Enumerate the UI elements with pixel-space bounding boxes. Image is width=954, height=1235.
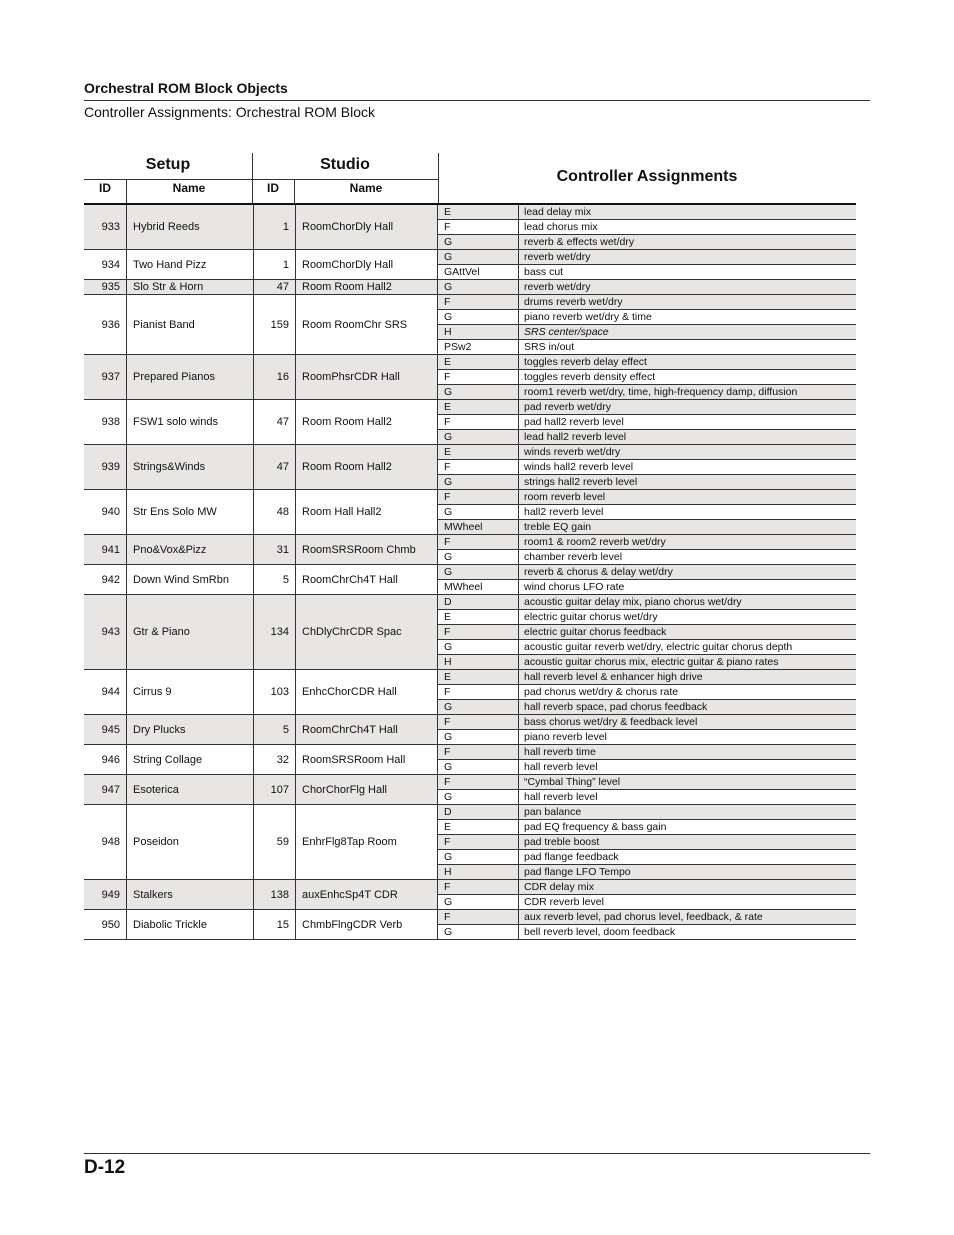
setup-id-cell: 945 [84,715,127,744]
studio-id-cell: 48 [254,490,296,534]
assignment-description: “Cymbal Thing” level [524,776,621,788]
assignment-row [438,820,856,835]
assignment-list [438,490,856,534]
assignment-row [438,370,856,385]
assignment-row [438,205,856,220]
studio-name-cell: Room RoomChr SRS [296,295,438,354]
assignment-row [438,745,856,760]
controller-cell: G [438,310,519,324]
controller-cell: E [438,205,519,219]
studio-id-cell: 47 [254,400,296,444]
controller-cell: F [438,460,519,474]
controller-cell: PSw2 [438,340,519,354]
assignment-description: piano reverb wet/dry & time [524,311,652,323]
running-head: Orchestral ROM Block Objects [84,80,288,96]
controller-cell: F [438,685,519,699]
assignment-row [438,610,856,625]
assignment-row [438,835,856,850]
table-row [84,775,856,805]
page-number: D-12 [84,1157,126,1178]
table-row [84,280,856,295]
setup-id-cell: 944 [84,670,127,714]
assignment-description: bell reverb level, doom feedback [524,926,676,938]
assignment-row [438,325,856,340]
controller-cell: GAttVel [438,265,519,279]
assignment-description: pad EQ frequency & bass gain [524,821,667,833]
assignment-description: hall reverb level [524,791,598,803]
setup-id-cell: 936 [84,295,127,354]
assignment-description: SRS center/space [524,326,609,338]
assignment-row [438,730,856,744]
studio-id-cell: 5 [254,715,296,744]
studio-name-cell: Room Hall Hall2 [296,490,438,534]
assignment-description: SRS in/out [524,341,575,353]
assignment-row [438,355,856,370]
assignment-description: electric guitar chorus wet/dry [524,611,658,623]
assignment-description: bass chorus wet/dry & feedback level [524,716,698,728]
studio-name-cell: ChorChorFlg Hall [296,775,438,804]
setup-name-cell: Down Wind SmRbn [127,565,254,594]
setup-id-cell: 942 [84,565,127,594]
assignment-row [438,460,856,475]
assignment-description: reverb wet/dry [524,251,591,263]
controller-cell: MWheel [438,520,519,534]
controller-cell: G [438,475,519,489]
studio-name-column-header: Name [349,181,383,195]
controller-cell: D [438,805,519,819]
controller-cell: F [438,490,519,504]
controller-cell: H [438,865,519,879]
table-row [84,745,856,775]
assignment-description: acoustic guitar reverb wet/dry, electric guitar chorus depth [524,641,793,653]
controller-cell: E [438,400,519,414]
assignment-list [438,295,856,354]
table-row [84,205,856,250]
table-row [84,910,856,940]
assignment-row [438,595,856,610]
setup-id-column-header: ID [99,181,111,195]
controller-cell: G [438,850,519,864]
studio-id-cell: 32 [254,745,296,774]
studio-name-cell: RoomChorDly Hall [296,205,438,249]
studio-name-cell: RoomSRSRoom Chmb [296,535,438,564]
assignment-description: bass cut [524,266,564,278]
controller-cell: F [438,910,519,924]
assignment-row [438,580,856,594]
assignment-row [438,430,856,444]
assignment-row [438,265,856,279]
studio-id-cell: 103 [254,670,296,714]
controller-cell: G [438,235,519,249]
assignment-row [438,505,856,520]
setup-id-cell: 938 [84,400,127,444]
setup-name-cell: Str Ens Solo MW [127,490,254,534]
table-row [84,445,856,490]
studio-name-cell: RoomChrCh4T Hall [296,715,438,744]
controller-assignments-heading: Controller Assignments [556,168,738,185]
setup-name-cell: Slo Str & Horn [127,280,254,294]
assignment-description: reverb & chorus & delay wet/dry [524,566,673,578]
table-row [84,535,856,565]
assignment-row [438,910,856,925]
table-row [84,355,856,400]
assignment-description: aux reverb level, pad chorus level, feedback, & rate [524,911,763,923]
setup-name-cell: Esoterica [127,775,254,804]
assignment-row [438,400,856,415]
studio-id-cell: 107 [254,775,296,804]
assignment-row [438,880,856,895]
studio-name-cell: auxEnhcSp4T CDR [296,880,438,909]
assignment-description: room1 reverb wet/dry, time, high-frequency damp, diffusion [524,386,798,398]
assignment-row [438,625,856,640]
controller-cell: G [438,790,519,804]
studio-id-cell: 1 [254,250,296,279]
assignment-description: room reverb level [524,491,606,503]
assignment-row [438,925,856,939]
studio-name-cell: RoomSRSRoom Hall [296,745,438,774]
assignment-row [438,340,856,354]
section-subtitle: Controller Assignments: Orchestral ROM Block [84,104,375,120]
setup-name-cell: Hybrid Reeds [127,205,254,249]
assignment-list [438,205,856,249]
controller-assignments-table [84,153,856,940]
setup-id-cell: 948 [84,805,127,879]
studio-id-cell: 16 [254,355,296,399]
assignment-row [438,535,856,550]
assignment-list [438,250,856,279]
controller-cell: G [438,640,519,654]
assignment-description: CDR delay mix [524,881,595,893]
studio-id-cell: 134 [254,595,296,669]
setup-id-cell: 937 [84,355,127,399]
controller-cell: E [438,820,519,834]
setup-name-cell: Stalkers [127,880,254,909]
studio-id-cell: 159 [254,295,296,354]
controller-cell: G [438,925,519,939]
assignment-row [438,565,856,580]
assignment-row [438,415,856,430]
table-row [84,490,856,535]
assignment-description: strings hall2 reverb level [524,476,638,488]
studio-name-cell: Room Room Hall2 [296,445,438,489]
assignment-list [438,445,856,489]
controller-cell: F [438,370,519,384]
studio-id-cell: 1 [254,205,296,249]
assignment-row [438,550,856,564]
assignment-description: hall2 reverb level [524,506,604,518]
controller-cell: E [438,670,519,684]
setup-name-cell: Dry Plucks [127,715,254,744]
assignment-description: pad treble boost [524,836,600,848]
controller-cell: F [438,835,519,849]
setup-id-cell: 947 [84,775,127,804]
controller-cell: G [438,505,519,519]
assignment-description: winds hall2 reverb level [524,461,634,473]
assignment-description: hall reverb space, pad chorus feedback [524,701,708,713]
studio-id-cell: 31 [254,535,296,564]
assignment-description: piano reverb level [524,731,607,743]
table-row [84,670,856,715]
assignment-list [438,880,856,909]
assignment-row [438,700,856,714]
studio-id-cell: 59 [254,805,296,879]
table-row [84,805,856,880]
setup-id-cell: 934 [84,250,127,279]
studio-name-cell: RoomChorDly Hall [296,250,438,279]
assignment-description: lead hall2 reverb level [524,431,627,443]
setup-id-cell: 946 [84,745,127,774]
assignment-description: drums reverb wet/dry [524,296,623,308]
assignment-row [438,310,856,325]
assignment-list [438,565,856,594]
studio-name-cell: ChmbFlngCDR Verb [296,910,438,939]
controller-cell: G [438,760,519,774]
setup-id-cell: 949 [84,880,127,909]
assignment-row [438,670,856,685]
studio-name-cell: RoomChrCh4T Hall [296,565,438,594]
controller-cell: F [438,715,519,729]
assignment-description: wind chorus LFO rate [524,581,625,593]
setup-name-cell: Two Hand Pizz [127,250,254,279]
controller-cell: G [438,385,519,399]
setup-name-cell: Diabolic Trickle [127,910,254,939]
controller-cell: G [438,700,519,714]
assignment-description: acoustic guitar delay mix, piano chorus wet/dry [524,596,742,608]
controller-cell: H [438,655,519,669]
studio-id-cell: 15 [254,910,296,939]
setup-name-cell: Poseidon [127,805,254,879]
assignment-description: lead chorus mix [524,221,598,233]
assignment-description: reverb & effects wet/dry [524,236,635,248]
assignment-description: chamber reverb level [524,551,623,563]
setup-name-cell: Pno&Vox&Pizz [127,535,254,564]
table-row [84,595,856,670]
assignment-description: CDR reverb level [524,896,604,908]
controller-cell: G [438,895,519,909]
setup-id-cell: 943 [84,595,127,669]
studio-id-cell: 5 [254,565,296,594]
assignment-row [438,475,856,489]
assignment-description: pad flange feedback [524,851,619,863]
controller-cell: F [438,535,519,549]
controller-cell: D [438,595,519,609]
assignment-row [438,235,856,249]
assignment-description: electric guitar chorus feedback [524,626,667,638]
assignment-row [438,760,856,774]
assignment-description: toggles reverb delay effect [524,356,647,368]
setup-name-column-header: Name [172,181,206,195]
assignment-list [438,355,856,399]
assignment-row [438,805,856,820]
controller-cell: F [438,415,519,429]
controller-cell: G [438,250,519,264]
controller-cell: F [438,220,519,234]
assignment-row [438,775,856,790]
assignment-description: lead delay mix [524,206,592,218]
setup-name-cell: Strings&Winds [127,445,254,489]
controller-cell: G [438,430,519,444]
setup-name-cell: Cirrus 9 [127,670,254,714]
studio-id-cell: 138 [254,880,296,909]
assignment-row [438,445,856,460]
controller-cell: F [438,745,519,759]
setup-name-cell: Pianist Band [127,295,254,354]
table-row [84,250,856,280]
table-body [84,205,856,940]
assignment-list [438,910,856,939]
assignment-row [438,520,856,534]
studio-name-cell: EnhrFlg8Tap Room [296,805,438,879]
assignment-row [438,220,856,235]
studio-id-cell: 47 [254,445,296,489]
assignment-list [438,745,856,774]
assignment-description: hall reverb level [524,761,598,773]
setup-name-cell: Prepared Pianos [127,355,254,399]
assignment-row [438,685,856,700]
assignment-list [438,400,856,444]
studio-group-heading: Studio [320,156,370,173]
controller-cell: F [438,295,519,309]
controller-cell: G [438,280,519,294]
table-row [84,880,856,910]
assignment-list [438,715,856,744]
assignment-description: reverb wet/dry [524,281,591,293]
controller-cell: F [438,625,519,639]
table-row [84,400,856,445]
assignment-row [438,385,856,399]
setup-name-cell: String Collage [127,745,254,774]
header-rule [84,100,870,101]
studio-name-cell: Room Room Hall2 [296,400,438,444]
table-row [84,295,856,355]
assignment-description: room1 & room2 reverb wet/dry [524,536,666,548]
studio-name-cell: Room Room Hall2 [296,280,438,294]
assignment-row [438,295,856,310]
controller-cell: E [438,355,519,369]
studio-id-cell: 47 [254,280,296,294]
controller-cell: MWheel [438,580,519,594]
setup-id-cell: 935 [84,280,127,294]
assignment-description: pan balance [524,806,582,818]
controller-cell: E [438,610,519,624]
assignment-description: toggles reverb density effect [524,371,656,383]
assignment-description: acoustic guitar chorus mix, electric guitar & piano rates [524,656,779,668]
footer-rule [84,1153,870,1154]
assignment-list [438,280,856,294]
assignment-list [438,535,856,564]
setup-name-cell: Gtr & Piano [127,595,254,669]
assignment-row [438,250,856,265]
setup-id-cell: 939 [84,445,127,489]
controller-cell: G [438,550,519,564]
assignment-list [438,670,856,714]
assignment-description: pad hall2 reverb level [524,416,624,428]
setup-id-cell: 941 [84,535,127,564]
setup-id-cell: 950 [84,910,127,939]
assignment-row [438,640,856,655]
controller-cell: H [438,325,519,339]
assignment-row [438,655,856,669]
assignment-row [438,850,856,865]
assignment-list [438,775,856,804]
setup-name-cell: FSW1 solo winds [127,400,254,444]
studio-name-cell: ChDlyChrCDR Spac [296,595,438,669]
assignment-row [438,790,856,804]
assignment-description: treble EQ gain [524,521,592,533]
studio-name-cell: RoomPhsrCDR Hall [296,355,438,399]
setup-id-cell: 940 [84,490,127,534]
controller-cell: E [438,445,519,459]
controller-cell: G [438,730,519,744]
table-row [84,715,856,745]
controller-cell: F [438,880,519,894]
assignment-description: pad reverb wet/dry [524,401,611,413]
controller-cell: F [438,775,519,789]
assignment-row [438,865,856,879]
assignment-list [438,805,856,879]
assignment-description: hall reverb level & enhancer high drive [524,671,703,683]
studio-id-column-header: ID [267,181,279,195]
assignment-row [438,490,856,505]
table-row [84,565,856,595]
assignment-description: hall reverb time [524,746,596,758]
assignment-row [438,715,856,730]
table-header [84,153,856,203]
setup-id-cell: 933 [84,205,127,249]
assignment-row [438,280,856,294]
setup-group-heading: Setup [145,156,191,173]
assignment-description: winds reverb wet/dry [524,446,621,458]
assignment-list [438,595,856,669]
controller-cell: G [438,565,519,579]
assignment-description: pad flange LFO Tempo [524,866,631,878]
assignment-description: pad chorus wet/dry & chorus rate [524,686,679,698]
studio-name-cell: EnhcChorCDR Hall [296,670,438,714]
assignment-row [438,895,856,909]
